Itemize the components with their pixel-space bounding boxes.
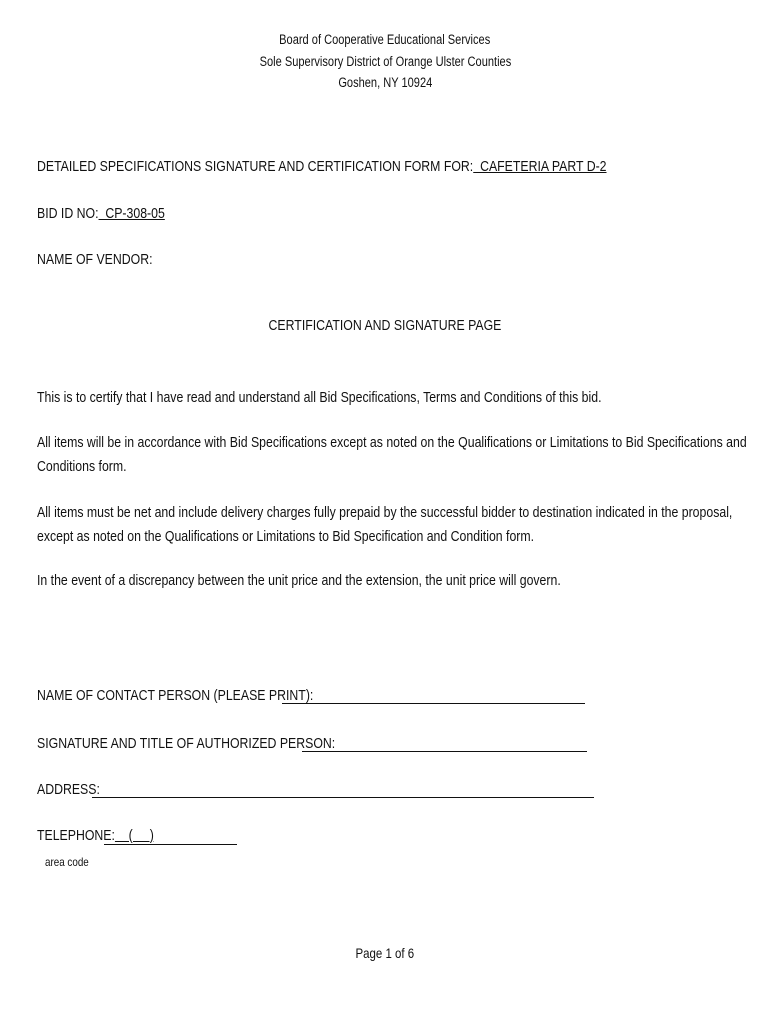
section-title: CERTIFICATION AND SIGNATURE PAGE [268,317,502,334]
telephone-area-code-paren: ( ) [114,827,154,844]
paragraph-certify: This is to certify that I have read and understand all Bid Specifications, Terms and Conditions of this bid. [37,389,602,406]
form-title-label: DETAILED SPECIFICATIONS SIGNATURE AND CERTIFICATION FORM FOR: [37,158,474,175]
telephone-input-line[interactable] [104,829,237,845]
address-input-line[interactable] [92,782,594,798]
header-org-name: Board of Cooperative Educational Services [279,32,491,47]
paragraph-discrepancy: In the event of a discrepancy between the unit price and the extension, the unit price will govern. [37,572,561,589]
vendor-name [37,250,178,270]
area-code-hint: area code [45,855,89,869]
bid-id [37,204,193,224]
address-label: ADDRESS: [37,781,100,798]
bid-id-value: CP-308-05 [98,205,165,222]
paragraph-accordance: All items will be in accordance with Bid Specifications except as noted on the Qualifications or Limitations to Bid Specifications and Conditions form. [37,434,747,475]
telephone-label: TELEPHONE: [37,827,115,844]
form-title [37,157,732,177]
vendor-label: NAME OF VENDOR: [37,251,153,268]
form-title-value: CAFETERIA PART D-2 [473,158,607,175]
page-number: Page 1 of 6 [355,945,415,961]
paragraph-delivery: All items must be net and include delivery charges fully prepaid by the successful bidder to destination indicated in the proposal, except as noted on the Qualifications or Limitations to Bid Specification and Condition form. [37,504,733,545]
signature-label: SIGNATURE AND TITLE OF AUTHORIZED PERSON: [37,735,336,752]
contact-person-input-line[interactable] [282,688,585,704]
bid-id-label: BID ID NO: [37,205,99,222]
contact-person-label: NAME OF CONTACT PERSON (PLEASE PRINT): [37,687,314,704]
signature-input-line[interactable] [302,736,587,752]
header-district: Sole Supervisory District of Orange Ulster Counties [259,54,511,69]
header-address: Goshen, NY 10924 [338,75,432,90]
